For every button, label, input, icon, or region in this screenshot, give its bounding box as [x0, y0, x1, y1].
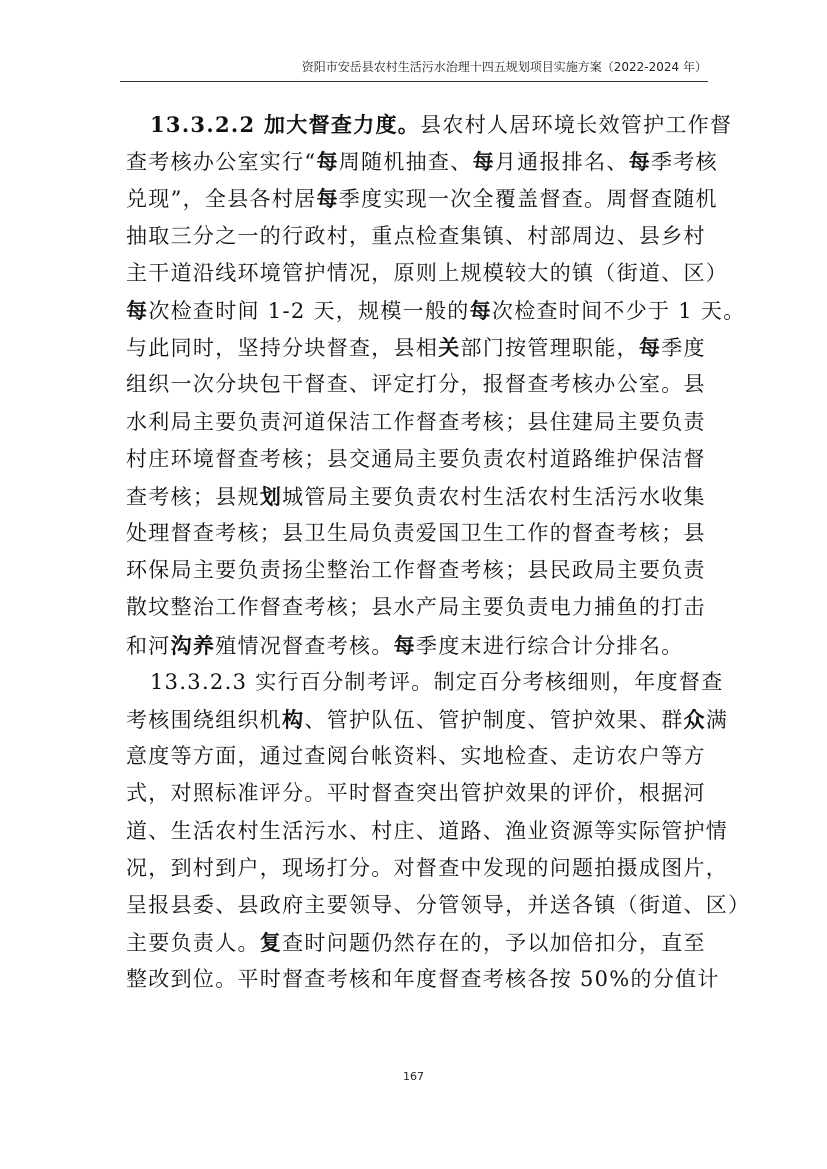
bold-text-segment: 13.3.2.2 加大督查力度。	[150, 112, 421, 137]
bold-text-segment: 众	[683, 707, 706, 732]
bold-text-segment: 沟养	[170, 632, 216, 658]
text-segment: 季度实现一次全覆盖督查。周督查随机	[338, 187, 718, 212]
text-line	[126, 366, 716, 403]
text-line	[126, 404, 716, 441]
text-line	[126, 441, 716, 478]
text-segment: 季度末进行综合计分排名。	[415, 633, 684, 658]
text-line	[126, 664, 724, 701]
text-line	[126, 106, 733, 143]
text-segment: 部门按管理职能，	[460, 336, 639, 361]
text-line	[126, 515, 716, 552]
text-segment: 意度等方面，通过查阅台帐资料、实地检查、走访农户等方	[126, 744, 706, 769]
text-line	[126, 850, 729, 887]
text-line	[126, 961, 720, 998]
text-line	[126, 180, 716, 217]
text-segment: 呈报县委、县政府主要领导、分管领导，并送各镇（街道、区）	[126, 892, 751, 917]
text-segment: 主干道沿线环境管护情况，原则上规模较大的镇（街道、区）	[126, 260, 729, 285]
text-segment: 和河	[126, 633, 171, 658]
text-segment: 主要负责人。	[126, 931, 260, 956]
bold-text-segment: 每	[638, 335, 662, 361]
text-segment: 次检查时间不少于 1 天。	[491, 298, 746, 323]
text-segment: 村庄环境督查考核；县交通局主要负责农村道路维护保洁督	[126, 446, 706, 471]
bold-text-segment: 每	[628, 149, 651, 175]
bold-text-segment: 关	[438, 335, 461, 361]
text-segment: 城管局主要负责农村生活农村生活污水收集	[282, 484, 706, 509]
text-segment: 与此同时，坚持分块督查，县相	[126, 336, 439, 361]
text-segment: 式，对照标准评分。平时督查突出管护效果的评价，根据河	[126, 781, 706, 806]
text-segment: 组织一次分块包干督查、评定打分，报督查考核办公室。县	[126, 372, 706, 397]
text-line	[126, 738, 716, 775]
bold-text-segment: 划	[259, 483, 283, 509]
text-segment: 季考核	[651, 150, 718, 175]
bold-text-segment: 每	[393, 632, 416, 658]
text-segment: 查考核；县规	[126, 484, 260, 509]
bold-text-segment: 每	[316, 149, 339, 175]
text-line	[126, 924, 716, 961]
text-line	[126, 478, 716, 515]
bold-text-segment: 每	[126, 297, 149, 323]
text-segment: 13.3.2.3 实行百分制考评。制定百分考核细则，年度督查	[150, 669, 724, 694]
text-line	[126, 589, 716, 626]
text-segment: 兑现”，全县各村居	[126, 187, 317, 212]
running-header: 资阳市安岳县农村生活污水治理十四五规划项目实施方案（2022-2024 年）	[301, 60, 707, 74]
text-segment: 环保局主要负责扬尘整治工作督查考核；县民政局主要负责	[126, 558, 706, 583]
body-text	[126, 106, 751, 999]
bold-text-segment: 复	[259, 930, 283, 956]
text-line	[126, 627, 716, 664]
text-line	[126, 255, 729, 292]
text-line	[126, 701, 729, 738]
text-line	[126, 143, 716, 180]
bold-text-segment: 每	[316, 186, 339, 212]
text-segment: 周随机抽查、	[338, 150, 473, 175]
text-line	[126, 218, 716, 255]
bold-text-segment: 每	[472, 149, 495, 175]
text-segment: 处理督查考核；县卫生局负责爱国卫生工作的督查考核；县	[126, 521, 706, 546]
text-segment: 散坟整治工作督查考核；县水产局主要负责电力捕鱼的打击	[126, 595, 706, 620]
text-segment: 殖情况督查考核。	[215, 633, 394, 658]
text-segment: 查考核办公室实行“	[126, 150, 317, 175]
text-segment: 季度	[661, 336, 706, 361]
bold-text-segment: 构	[282, 707, 305, 732]
text-segment: 县农村人居环境长效管护工作督	[420, 113, 733, 137]
text-segment: 次检查时间 1-2 天，规模一般的	[148, 298, 470, 323]
text-segment: 、管护队伍、管护制度、管护效果、群	[304, 708, 684, 732]
text-line	[126, 887, 751, 924]
text-line	[126, 292, 746, 329]
text-line	[126, 813, 729, 850]
text-segment: 月通报排名、	[494, 150, 629, 175]
text-segment: 满	[705, 708, 729, 732]
page-number: 167	[403, 1070, 424, 1083]
text-segment: 道、生活农村生活污水、村庄、道路、渔业资源等实际管护情	[126, 818, 729, 843]
text-line	[126, 329, 716, 366]
text-segment: 考核围绕组织机	[126, 708, 283, 732]
text-segment: 整改到位。平时督查考核和年度督查考核各按 50%的分值计	[126, 967, 720, 992]
bold-text-segment: 每	[469, 297, 492, 323]
text-line	[126, 775, 716, 812]
text-segment: 查时问题仍然存在的，予以加倍扣分，直至	[282, 931, 706, 956]
header-divider	[120, 81, 708, 82]
text-segment: 水利局主要负责河道保洁工作督查考核；县住建局主要负责	[126, 409, 706, 434]
text-segment: 况，到村到户，现场打分。对督查中发现的问题拍摄成图片，	[126, 855, 729, 880]
text-line	[126, 552, 716, 589]
text-segment: 抽取三分之一的行政村，重点检查集镇、村部周边、县乡村	[126, 223, 706, 248]
